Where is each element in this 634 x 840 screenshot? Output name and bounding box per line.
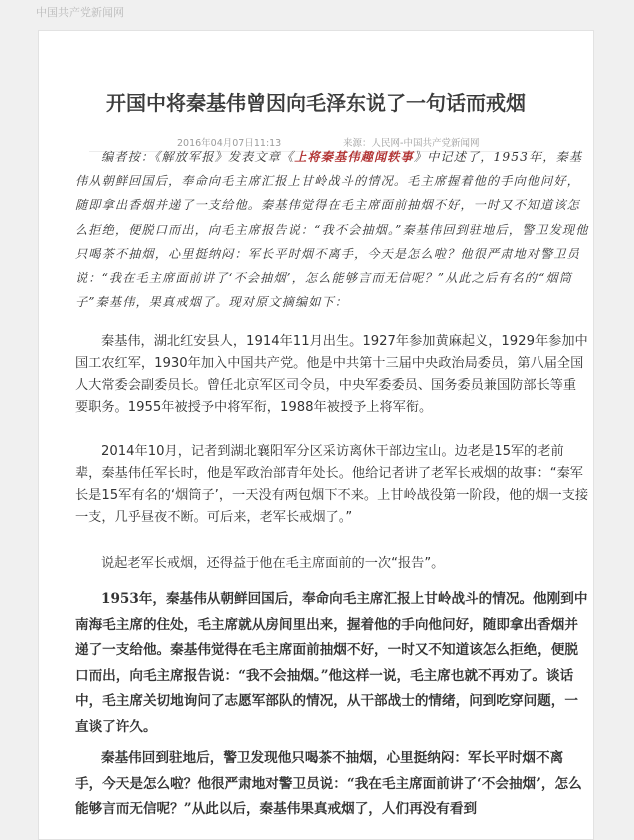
editor-note-body: 》中记述了，1953年，秦基伟从朝鲜回国后，奉命向毛主席汇报上甘岭战斗的情况。毛主席握着他的手向他问好，随即拿出香烟并递了一支给他。秦基伟觉得在毛主席面前抽烟不好，一时又不知道该怎么拒绝，便脱口而出，向毛主席报告说：“我不会抽烟。”秦基伟回到驻地后，警卫发现他只喝茶不抽烟，心里挺纳闷：军长平时烟不离手，今天是怎么啦？他很严肃地对警卫员说：“我在毛主席面前讲了‘不会抽烟’，怎么能够言而无信呢？”从此之后有名的“烟筒子”秦基伟，果真戒烟了。现对原文摘编如下： [75,150,589,310]
article-title: 开国中将秦基伟曾因向毛泽东说了一句话而戒烟 [106,91,526,115]
body-paragraph: 秦基伟，湖北红安县人，1914年11月出生。1927年参加黄麻起义，1929年参加中国工农红军，1930年加入中国共产党。他是中共第十三届中央政治局委员，第八届全国人大常委会副委员长。曾任北京军区司令员，中央军委委员、国务委员兼国防部长等重要职务。1955年被授予中将军衔，1988年被授予上将军衔。 [75,334,588,415]
publish-date: 2016年04月07日11:13 [177,138,282,149]
body-paragraph: 说起老军长戒烟，还得益于他在毛主席面前的一次“报告”。 [101,556,445,571]
referenced-article-link[interactable]: 上将秦基伟趣闻轶事 [294,150,414,164]
body-paragraph-bold: 1953年，秦基伟从朝鲜回国后，奉命向毛主席汇报上甘岭战斗的情况。他刚到中南海毛主席的住处，毛主席就从房间里出来，握着他的手向他问好，随即拿出香烟并递了一支给他。秦基伟觉得在毛主席面前抽烟不好，一时又不知道该怎么拒绝，便脱口而出，向毛主席报告说：“我不会抽烟。”他这样一说，毛主席也就不再劝了。谈话中，毛主席关切地询问了志愿军部队的情况，从干部战士的情绪，问到吃穿问题，一直谈了许久。 [75,591,588,735]
body-paragraph: 2014年10月，记者到湖北襄阳军分区采访离休干部边宝山。边老是15军的老前辈，秦基伟任军长时，他是军政治部青年处长。他给记者讲了老军长戒烟的故事：“秦军长是15军有名的‘烟筒子’，一天没有两包烟下不来。上甘岭战役第一阶段，他的烟一支接一支，几乎昼夜不断。可后来，老军长戒烟了。” [75,444,589,525]
source-label: 来源： [343,138,372,149]
body-paragraph-bold: 秦基伟回到驻地后，警卫发现他只喝茶不抽烟，心里挺纳闷：军长平时烟不离手，今天是怎么啦？他很严肃地对警卫员说：“我在毛主席面前讲了‘不会抽烟’，怎么能够言而无信呢？”从此以后，秦基伟果真戒烟了，人们再没有看到 [75,750,582,818]
editor-note-intro: 编者按：《解放军报》发表文章《 [101,150,295,164]
source-link[interactable]: 人民网-中国共产党新闻网 [371,138,480,149]
editor-note [75,145,589,314]
site-logo[interactable]: 中国共产党新闻网 [36,6,124,19]
